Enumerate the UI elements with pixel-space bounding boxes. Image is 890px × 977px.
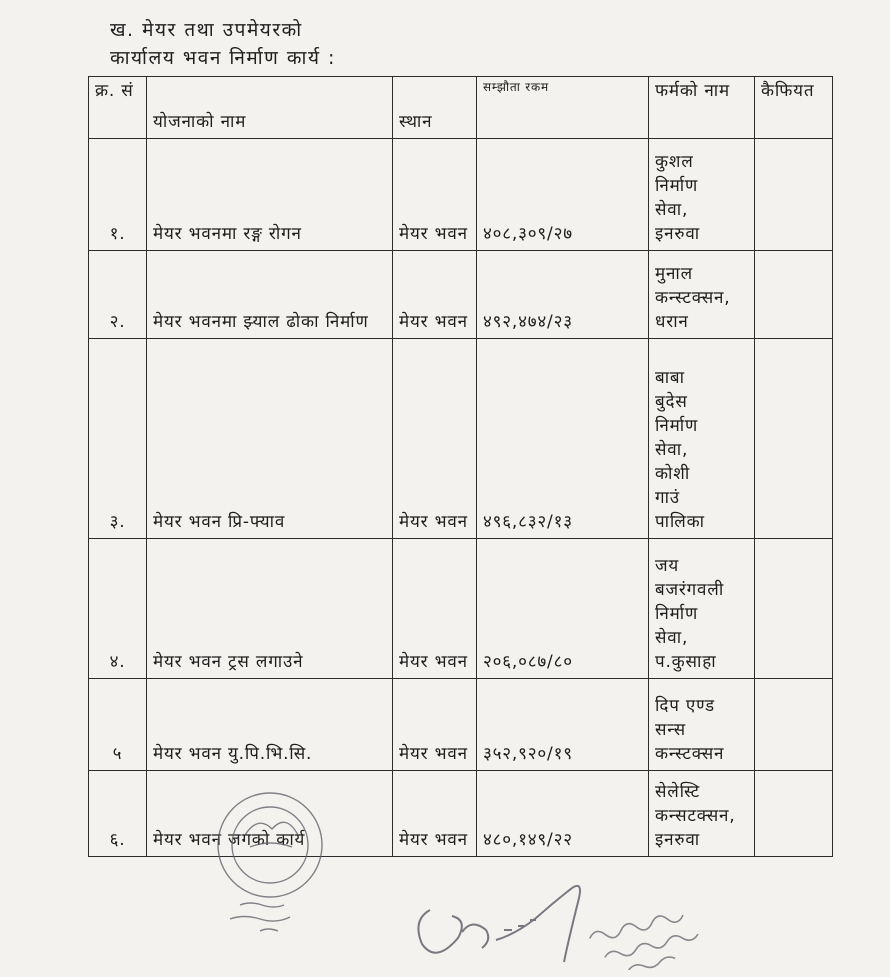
- cell-amount: २०६,०८७/८०: [477, 539, 649, 679]
- cell-name: मेयर भवन जगको कार्य: [147, 771, 393, 857]
- header-name: योजनाको नाम: [147, 77, 393, 139]
- cell-place: मेयर भवन: [393, 771, 477, 857]
- cell-name: मेयर भवनमा रङ्ग रोगन: [147, 139, 393, 251]
- cell-firm: मुनाल कन्स्टक्सन, धरान: [649, 251, 755, 339]
- cell-amount: ४०८,३०९/२७: [477, 139, 649, 251]
- cell-remarks: [755, 251, 833, 339]
- cell-place: मेयर भवन: [393, 139, 477, 251]
- cell-remarks: [755, 679, 833, 771]
- cell-amount: ४८०,१४९/२२: [477, 771, 649, 857]
- works-table: [88, 76, 833, 857]
- cell-firm: जय बजरंगवली निर्माण सेवा, प.कुसाहा: [649, 539, 755, 679]
- section-subheading: कार्यालय भवन निर्माण कार्य :: [110, 47, 336, 69]
- cell-amount: ३५२,९२०/१९: [477, 679, 649, 771]
- cell-place: मेयर भवन: [393, 339, 477, 539]
- cell-firm: कुशल निर्माण सेवा, इनरुवा: [649, 139, 755, 251]
- cell-remarks: [755, 339, 833, 539]
- cell-sn: ३.: [89, 339, 147, 539]
- table-row: [89, 251, 833, 339]
- cell-place: मेयर भवन: [393, 251, 477, 339]
- cell-firm: सेलेस्टि कन्सटक्सन, इनरुवा: [649, 771, 755, 857]
- table-row: [89, 539, 833, 679]
- cell-sn: १.: [89, 139, 147, 251]
- section-heading: ख. मेयर तथा उपमेयरको: [110, 19, 303, 41]
- header-sn: क्र. सं: [89, 77, 147, 139]
- cell-place: मेयर भवन: [393, 539, 477, 679]
- table-row: [89, 339, 833, 539]
- cell-remarks: [755, 539, 833, 679]
- header-firm: फर्मको नाम: [649, 77, 755, 139]
- office-seal-stamp: [200, 785, 350, 935]
- header-place: स्थान: [393, 77, 477, 139]
- cell-sn: ६.: [89, 771, 147, 857]
- cell-name: मेयर भवन यु.पि.भि.सि.: [147, 679, 393, 771]
- table-header-row: [89, 77, 833, 139]
- table-row: [89, 139, 833, 251]
- cell-amount: ४९२,४७४/२३: [477, 251, 649, 339]
- cell-firm: दिप एण्ड सन्स कन्स्टक्सन: [649, 679, 755, 771]
- cell-remarks: [755, 139, 833, 251]
- cell-name: मेयर भवन प्रि-फ्याव: [147, 339, 393, 539]
- header-remarks: कैफियत: [755, 77, 833, 139]
- cell-name: मेयर भवनमा झ्याल ढोका निर्माण: [147, 251, 393, 339]
- cell-place: मेयर भवन: [393, 679, 477, 771]
- cell-sn: ४.: [89, 539, 147, 679]
- cell-sn: ५: [89, 679, 147, 771]
- cell-remarks: [755, 771, 833, 857]
- header-amount: सम्झौता रकम: [477, 77, 649, 139]
- cell-sn: २.: [89, 251, 147, 339]
- table-row: [89, 679, 833, 771]
- cell-firm: बाबा बुदेस निर्माण सेवा, कोशी गाउं पालिका: [649, 339, 755, 539]
- cell-amount: ४९६,८३२/१३: [477, 339, 649, 539]
- cell-name: मेयर भवन ट्रस लगाउने: [147, 539, 393, 679]
- officer-stamp: [580, 890, 750, 970]
